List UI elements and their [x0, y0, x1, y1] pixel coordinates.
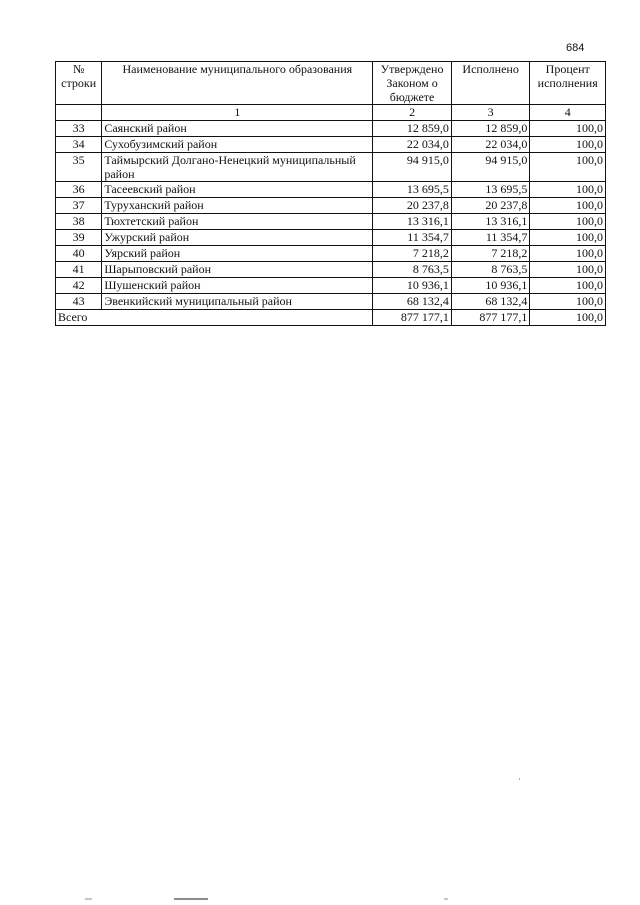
header-row-number: № строки: [56, 62, 102, 105]
header-municipality-name: Наименование муниципального образования: [102, 62, 373, 105]
approved-amount: 11 354,7: [373, 230, 452, 246]
row-number: 33: [56, 121, 102, 137]
header-executed: Исполнено: [451, 62, 530, 105]
execution-percent: 100,0: [530, 278, 606, 294]
executed-amount: 13 695,5: [451, 182, 530, 198]
page-number: 684: [566, 42, 585, 54]
header-approved: Утверждено Законом о бюджете: [373, 62, 452, 105]
total-executed: 877 177,1: [451, 310, 530, 326]
column-index-4: 4: [530, 105, 606, 121]
municipality-name: Таймырский Долгано-Ненецкий муниципальный район: [102, 153, 373, 182]
total-label: Всего: [56, 310, 373, 326]
total-approved: 877 177,1: [373, 310, 452, 326]
execution-percent: 100,0: [530, 262, 606, 278]
row-number: 40: [56, 246, 102, 262]
execution-percent: 100,0: [530, 153, 606, 182]
approved-amount: 20 237,8: [373, 198, 452, 214]
municipality-name: Саянский район: [102, 121, 373, 137]
executed-amount: 68 132,4: [451, 294, 530, 310]
approved-amount: 13 316,1: [373, 214, 452, 230]
executed-amount: 8 763,5: [451, 262, 530, 278]
column-index-3: 3: [451, 105, 530, 121]
executed-amount: 94 915,0: [451, 153, 530, 182]
municipality-name: Тюхтетский район: [102, 214, 373, 230]
execution-percent: 100,0: [530, 137, 606, 153]
executed-amount: 12 859,0: [451, 121, 530, 137]
municipality-name: Ужурский район: [102, 230, 373, 246]
approved-amount: 22 034,0: [373, 137, 452, 153]
row-number: 43: [56, 294, 102, 310]
execution-percent: 100,0: [530, 230, 606, 246]
column-index-2: 2: [373, 105, 452, 121]
row-number: 38: [56, 214, 102, 230]
executed-amount: 20 237,8: [451, 198, 530, 214]
approved-amount: 94 915,0: [373, 153, 452, 182]
municipality-name: Тасеевский район: [102, 182, 373, 198]
header-percent: Процент исполнения: [530, 62, 606, 105]
execution-percent: 100,0: [530, 121, 606, 137]
executed-amount: 10 936,1: [451, 278, 530, 294]
approved-amount: 8 763,5: [373, 262, 452, 278]
executed-amount: 11 354,7: [451, 230, 530, 246]
executed-amount: 13 316,1: [451, 214, 530, 230]
execution-percent: 100,0: [530, 198, 606, 214]
approved-amount: 12 859,0: [373, 121, 452, 137]
row-number: 42: [56, 278, 102, 294]
municipality-name: Уярский район: [102, 246, 373, 262]
row-number: 36: [56, 182, 102, 198]
total-percent: 100,0: [530, 310, 606, 326]
executed-amount: 7 218,2: [451, 246, 530, 262]
municipality-name: Сухобузимский район: [102, 137, 373, 153]
approved-amount: 68 132,4: [373, 294, 452, 310]
approved-amount: 10 936,1: [373, 278, 452, 294]
row-number: 39: [56, 230, 102, 246]
approved-amount: 7 218,2: [373, 246, 452, 262]
municipality-name: Туруханский район: [102, 198, 373, 214]
execution-percent: 100,0: [530, 182, 606, 198]
municipality-name: Эвенкийский муниципальный район: [102, 294, 373, 310]
row-number: 41: [56, 262, 102, 278]
row-number: 37: [56, 198, 102, 214]
execution-percent: 100,0: [530, 246, 606, 262]
column-index-1: 1: [102, 105, 373, 121]
municipality-name: Шушенский район: [102, 278, 373, 294]
municipality-name: Шарыповский район: [102, 262, 373, 278]
execution-percent: 100,0: [530, 294, 606, 310]
execution-percent: 100,0: [530, 214, 606, 230]
row-number: 35: [56, 153, 102, 182]
approved-amount: 13 695,5: [373, 182, 452, 198]
row-number: 34: [56, 137, 102, 153]
executed-amount: 22 034,0: [451, 137, 530, 153]
